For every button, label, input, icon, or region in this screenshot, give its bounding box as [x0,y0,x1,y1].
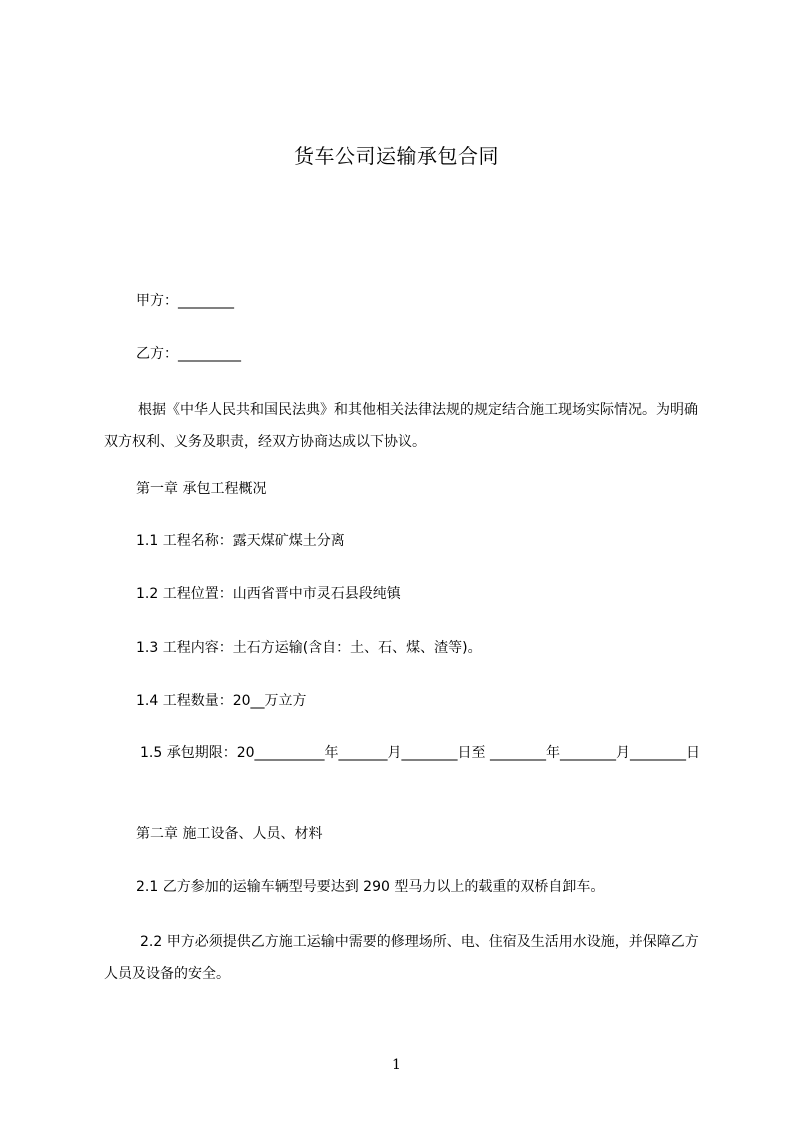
clause-2-1: 2.1 乙方参加的运输车辆型号要达到 290 型马力以上的载重的双桥自卸车。 [136,879,605,895]
chapter2-heading: 第二章 施工设备、人员、材料 [136,826,323,842]
party-b-line: 乙方：_________ [136,346,241,362]
clause-1-5: 1.5 承包期限：20__________年_______月________日至 ________年________月________日 [140,745,700,761]
clause-1-2: 1.2 工程位置：山西省晋中市灵石县段纯镇 [136,586,401,602]
clause-1-1: 1.1 工程名称：露天煤矿煤土分离 [136,533,345,549]
party-a-line: 甲方：________ [136,293,234,309]
clause-1-3: 1.3 工程内容：土石方运输(含自：土、石、煤、渣等)。 [136,640,482,656]
document-title: 货车公司运输承包合同 [294,144,499,168]
chapter1-heading: 第一章 承包工程概况 [136,481,267,497]
page-number: 1 [392,1057,401,1073]
clause-2-2: 2.2 甲方必须提供乙方施工运输中需要的修理场所、电、住宿及生活用水设施，并保障乙方人员及设备的安全。 [104,934,699,982]
clause-1-4: 1.4 工程数量：20__万立方 [136,693,307,709]
preamble-paragraph: 根据《中华人民共和国民法典》和其他相关法律法规的规定结合施工现场实际情况。为明确双方权利、义务及职责，经双方协商达成以下协议。 [104,402,698,450]
